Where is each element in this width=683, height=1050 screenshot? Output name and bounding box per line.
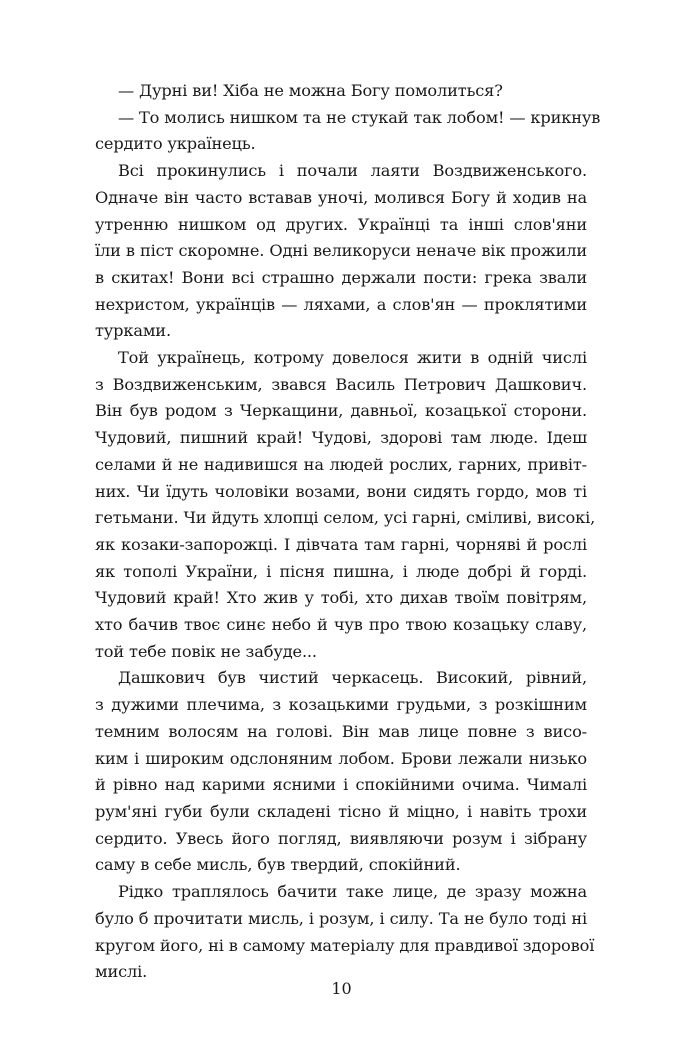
text-line: Дашкович був чистий черкасець. Високий, рівний, — [118, 668, 587, 688]
paragraph-4 — [95, 345, 596, 665]
text-line: Всі прокинулись і почали лаяти Воздвиженського. — [118, 161, 587, 181]
page-body — [95, 78, 601, 986]
text-line: ким і широким одслоняним лобом. Брови лежали низько — [95, 748, 587, 768]
text-line: кругом його, ні в самому матеріалу для правдивої здорової — [95, 935, 595, 955]
text-line: — Дурні ви! Хіба не можна Богу помолиться? — [118, 81, 503, 100]
text-line: гетьмани. Чи йдуть хлопці селом, усі гарні, сміливі, високі, — [95, 508, 596, 528]
text-line: мислі. — [95, 962, 148, 982]
text-line: Рідко траплялось бачити таке лице, де зразу можна — [118, 882, 587, 902]
text-line: темним волосям на голові. Він мав лице повне з висо- — [95, 721, 587, 741]
text-line: утренню нишком од других. Українці та інші слов'яни — [95, 214, 587, 234]
text-line: сердито. Увесь його погляд, виявляючи розум і зібрану — [95, 828, 587, 848]
text-line: Чудовий край! Хто жив у тобі, хто дихав твоїм повітрям, — [95, 588, 587, 608]
text-line: з дужими плечима, з козацькими грудьми, з розкішним — [95, 695, 587, 715]
text-line: саму в себе мисль, був твердий, спокійний. — [95, 855, 461, 875]
text-line: як тополі України, і пісня пишна, і люде добрі й горді. — [95, 561, 587, 581]
text-line: турками. — [95, 321, 171, 341]
paragraph-1 — [95, 78, 587, 105]
text-line: Той українець, котрому довелося жити в одній числі — [118, 348, 587, 368]
text-line: — То молись нишком та не стукай так лобом! — крикнув — [118, 107, 601, 127]
text-line: їли в піст скоромне. Одні великоруси неначе вік прожили — [95, 241, 587, 261]
paragraph-2 — [95, 105, 601, 158]
text-line: сердито українець. — [95, 134, 256, 154]
text-line: селами й не надивишся на людей рослих, гарних, привіт- — [95, 454, 587, 474]
text-line: було б прочитати мисль, і розум, і силу. Та не було тоді ні — [95, 908, 587, 928]
page-number: 10 — [331, 979, 352, 998]
text-line: Чудовий, пишний край! Чудові, здорові там люде. Ідеш — [95, 428, 587, 448]
text-line: Одначе він часто вставав уночі, молився Богу й ходив на — [95, 187, 587, 207]
text-line: рум'яні губи були складені тісно й міцно, і навіть трохи — [95, 801, 587, 821]
text-line: той тебе повік не забуде... — [95, 641, 317, 661]
paragraph-3 — [95, 158, 587, 345]
text-line: й рівно над карими ясними і спокійними очима. Чималі — [95, 775, 587, 795]
text-line: нехристом, українців — ляхами, а слов'ян — проклятими — [95, 294, 587, 314]
text-line: в скитах! Вони всі страшно держали пости: грека звали — [95, 267, 587, 287]
text-line: них. Чи їдуть чоловіки возами, вони сидять гордо, мов ті — [95, 481, 587, 501]
paragraph-5 — [95, 665, 587, 879]
text-line: Він був родом з Черкащини, давньої, козацької сторони. — [95, 401, 587, 421]
text-line: з Воздвиженським, звався Василь Петрович Дашкович. — [95, 374, 587, 394]
text-line: хто бачив твоє синє небо й чув про твою козацьку славу, — [95, 615, 587, 635]
paragraph-6 — [95, 879, 595, 986]
text-line: як козаки-запорожці. І дівчата там гарні, чорняві й рослі — [95, 534, 587, 554]
